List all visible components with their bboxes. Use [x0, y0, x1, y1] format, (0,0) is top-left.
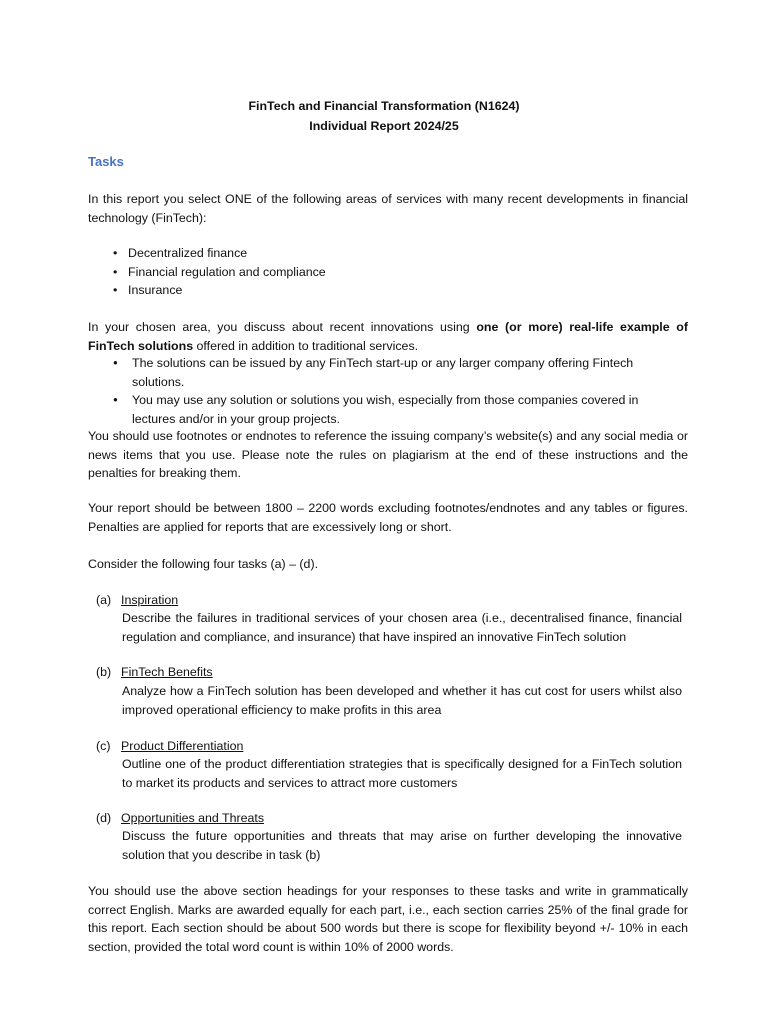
list-item: • Insurance — [113, 281, 326, 300]
task-title: Opportunities and Threats — [121, 811, 265, 825]
solution-notes-list — [113, 354, 683, 428]
task-a-body: Describe the failures in traditional services of your chosen area (i.e., decentralised finance, financial regulation and compliance, and insurance) that have inspired an innovative FinTech solution — [122, 611, 682, 644]
chosen-area-text: In your chosen area, you discuss about recent innovations using — [88, 320, 477, 334]
consider-paragraph: Consider the following four tasks (a) – (d). — [88, 557, 319, 571]
task-d-body: Discuss the future opportunities and threats that may arise on further developing the innovative solution that you describe in task (b) — [122, 829, 682, 862]
task-marker: (b) — [96, 665, 112, 679]
document-subtitle: Individual Report 2024/25 — [309, 119, 459, 133]
task-b-body: Analyze how a FinTech solution has been developed and whether it has cut cost for users whilst also improved operational efficiency to make profits in this area — [122, 684, 682, 717]
task-marker: (c) — [96, 739, 111, 753]
task-b-heading — [96, 663, 213, 682]
length-paragraph: Your report should be between 1800 – 2200 words excluding footnotes/endnotes and any tables or figures. Penalties are applied for reports that are excessively long or short. — [88, 501, 688, 534]
chosen-area-text-end: offered in addition to traditional services. — [193, 338, 419, 353]
task-title: FinTech Benefits — [121, 665, 213, 679]
closing-paragraph: You should use the above section headings for your responses to these tasks and write in grammatically correct English. Marks are awarded equally for each part, i.e., each section carries 25% of the final grade for this report. Each section should be about 500 words but there is scope for flexibility beyond +/- 10% in each section, provided the total word count is within 10% of 2000 words. — [88, 884, 688, 954]
task-marker: (a) — [96, 593, 112, 607]
tasks-heading: Tasks — [88, 154, 124, 169]
task-d-heading — [96, 809, 264, 828]
task-title: Product Differentiation — [121, 739, 244, 753]
list-item: • Decentralized finance — [113, 244, 326, 263]
list-item: ● The solutions can be issued by any FinTech start-up or any larger company offering Fintech solutions. — [113, 354, 683, 391]
document-title: FinTech and Financial Transformation (N1624) — [248, 99, 520, 113]
task-c-body: Outline one of the product differentiation strategies that is specifically designed for a FinTech solution to market its products and services to attract more customers — [122, 757, 682, 790]
task-title: Inspiration — [121, 593, 179, 607]
intro-paragraph: In this report you select ONE of the following areas of services with many recent developments in financial technology (FinTech): — [88, 192, 688, 225]
task-marker: (d) — [96, 811, 112, 825]
chosen-area-paragraph — [88, 318, 688, 355]
list-item: ● You may use any solution or solutions you wish, especially from those companies covered in lectures and/or in your group projects. — [113, 391, 683, 428]
task-a-heading — [96, 591, 178, 610]
footnotes-paragraph: You should use footnotes or endnotes to reference the issuing company’s website(s) and any social media or news items that you use. Please note the rules on plagiarism at the end of these instructions and the penalties for breaking them. — [88, 429, 688, 480]
list-item: • Financial regulation and compliance — [113, 263, 326, 282]
task-c-heading — [96, 737, 243, 756]
areas-list — [113, 244, 326, 300]
chosen-area-emphasis: one (or more) real-life example of FinTech solutions — [88, 320, 689, 353]
